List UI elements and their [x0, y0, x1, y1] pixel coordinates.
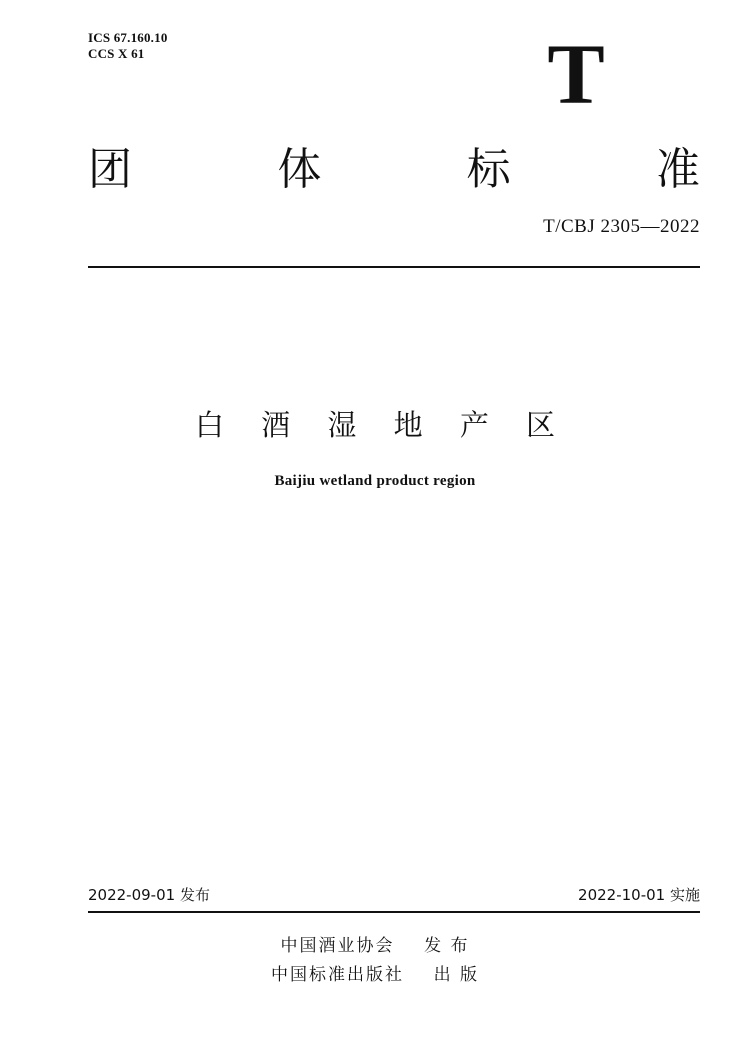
classification-codes [88, 30, 168, 62]
standard-type-heading [88, 138, 700, 202]
standard-type-char-3: 标 [466, 144, 511, 195]
issuing-organization: 中国酒业协会 发 布 [280, 936, 470, 956]
standard-type-char-2: 体 [277, 144, 322, 195]
divider-top [88, 266, 700, 268]
divider-bottom [88, 911, 700, 913]
publisher-block [0, 932, 750, 990]
standard-number: T/CBJ 2305—2022 [543, 216, 700, 237]
association-logo [536, 28, 616, 120]
page-title: 白 酒 湿 地 产 区 [194, 408, 570, 442]
implementation-date: 2022-10-01 实施 [578, 886, 700, 904]
standard-type-char-4: 准 [655, 144, 700, 195]
issue-date: 2022-09-01 发布 [88, 886, 210, 904]
t-logo-icon: T [547, 26, 605, 122]
page-subtitle-english: Baijiu wetland product region [274, 473, 476, 489]
publishing-house: 中国标准出版社 出 版 [270, 965, 480, 985]
ics-code: ICS 67.160.10 [88, 30, 168, 45]
date-row [88, 884, 700, 905]
ccs-code: CCS X 61 [88, 46, 145, 61]
standard-type-char-1: 团 [88, 144, 132, 195]
